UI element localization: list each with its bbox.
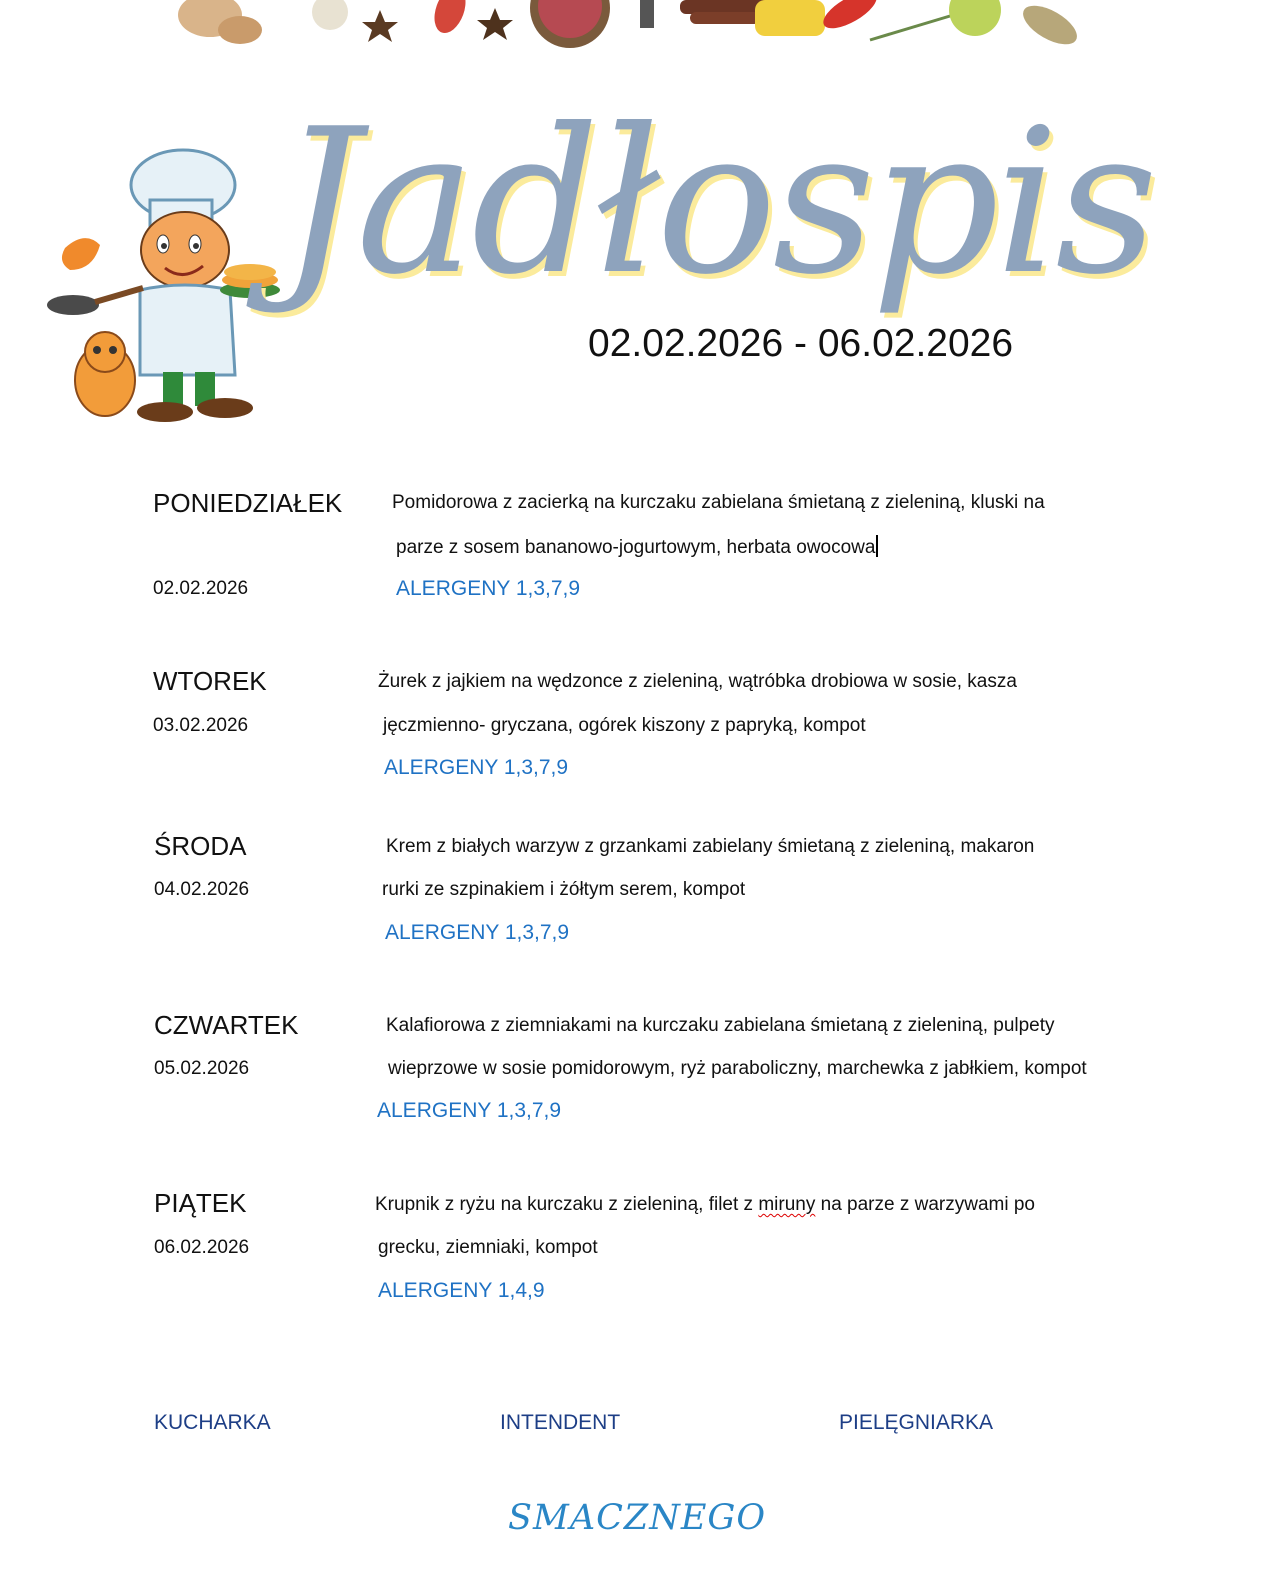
day-name-thursday: CZWARTEK: [154, 1010, 299, 1040]
signature-cook: KUCHARKA: [154, 1411, 271, 1434]
day-name-wednesday: ŚRODA: [154, 831, 247, 861]
day-name-friday: PIĄTEK: [154, 1188, 247, 1218]
chef-illustration: [45, 140, 285, 440]
date-range: 02.02.2026 - 06.02.2026: [588, 322, 1014, 365]
meal-wednesday-line2: rurki ze szpinakiem i żółtym serem, kompot: [382, 879, 746, 900]
signature-steward: INTENDENT: [500, 1411, 621, 1434]
bay-leaf: [1017, 0, 1083, 52]
day-date-wednesday: 04.02.2026: [154, 879, 250, 900]
meal-wednesday-line1: Krem z białych warzyw z grzankami zabielany śmietaną z zieleniną, makaron: [386, 836, 1035, 857]
day-date-friday: 06.02.2026: [154, 1237, 250, 1258]
chili-pepper: [818, 0, 882, 35]
cinnamon-sticks: [690, 12, 760, 24]
garlic-clove: [312, 0, 348, 30]
oil-bottle: [755, 0, 825, 36]
text-cursor: [876, 535, 878, 557]
star-anise: [362, 10, 398, 42]
day-name-tuesday: WTOREK: [153, 666, 267, 696]
ginger-root: [218, 16, 262, 44]
chili-pepper: [429, 0, 472, 37]
star-anise: [477, 8, 513, 40]
spellcheck-word: miruny: [758, 1194, 816, 1215]
meal-monday-line2: [396, 535, 878, 559]
allergens-monday: ALERGENY 1,3,7,9: [396, 577, 581, 600]
allergens-tuesday: ALERGENY 1,3,7,9: [384, 756, 569, 779]
meal-tuesday-line1: Żurek z jajkiem na wędzonce z zieleniną, wątróbka drobiowa w sosie, kasza: [378, 671, 1017, 692]
page-title: Jadłospis: [280, 86, 1154, 319]
meal-friday-line1: [375, 1194, 1035, 1216]
allergens-friday: ALERGENY 1,4,9: [378, 1279, 545, 1302]
frying-pan: [47, 288, 143, 315]
meal-thursday-line1: Kalafiorowa z ziemniakami na kurczaku zabielana śmietaną z zieleniną, pulpety: [386, 1015, 1055, 1036]
meal-thursday-line2: wieprzowe w sosie pomidorowym, ryż paraboliczny, marchewka z jabłkiem, kompot: [388, 1058, 1087, 1079]
closing-greeting: SMACZNEGO: [508, 1498, 767, 1538]
pancake-flying: [62, 238, 100, 270]
spices-border-image: [170, 0, 1140, 60]
pancake-stack: [220, 264, 280, 298]
day-date-monday: 02.02.2026: [153, 578, 249, 599]
meal-friday-text-a: Krupnik z ryżu na kurczaku z zieleniną, filet z: [375, 1194, 759, 1215]
day-date-tuesday: 03.02.2026: [153, 715, 249, 736]
meal-friday-text-c: na parze z warzywami po: [815, 1194, 1036, 1215]
allergens-thursday: ALERGENY 1,3,7,9: [377, 1099, 562, 1122]
signature-nurse: PIELĘGNIARKA: [839, 1411, 994, 1434]
meal-friday-line2: grecku, ziemniaki, kompot: [378, 1237, 598, 1258]
meal-tuesday-line2: jęczmienno- gryczana, ogórek kiszony z papryką, kompot: [383, 715, 866, 736]
day-date-thursday: 05.02.2026: [154, 1058, 250, 1079]
day-name-monday: PONIEDZIAŁEK: [153, 488, 343, 518]
meal-monday-text: parze z sosem bananowo-jogurtowym, herbata owocowa: [396, 537, 876, 558]
allergens-wednesday: ALERGENY 1,3,7,9: [385, 921, 570, 944]
meal-monday-line1: Pomidorowa z zacierką na kurczaku zabielana śmietaną z zieleniną, kluski na: [392, 492, 1045, 513]
grinder: [640, 0, 654, 28]
lime: [949, 0, 1001, 36]
cat-figure: [75, 332, 135, 416]
